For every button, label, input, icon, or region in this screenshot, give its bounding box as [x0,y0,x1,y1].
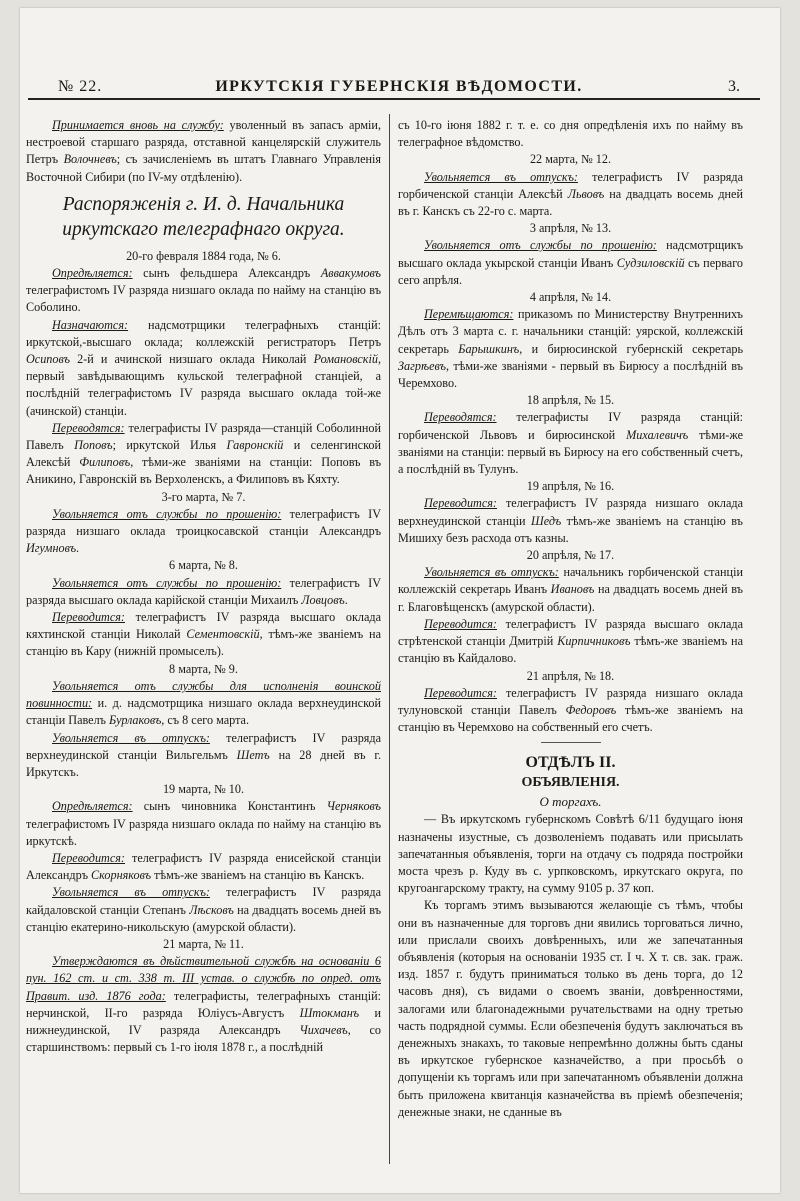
paragraph: Перемѣщаются: приказомъ по Министерству Внутреннихъ Дѣлъ отъ 3 марта с. г. начальники станцій: уярской, коллежскій секретарь Барышкинъ, и бирюсинской губернскій секретарь Загрѣевъ, тѣми-же званіями - первый въ Бирюсу а послѣдній въ Черемхово. [398,307,744,391]
order-date: 4 апрѣля, № 14. [529,290,612,305]
paragraph: Переводится: телеграфистъ IV разряда высшаго оклада стрѣтенской станціи Дмитрій Кирпичниковъ тѣмъ-же званіемъ на станцію въ Кайдалово. [398,616,743,666]
paragraph: съ 10-го іюня 1882 г. т. е. со дня опредѣленія ихъ по найму въ телеграфное вѣдомство. [398,118,743,150]
paragraph: Принимается вновь на службу: уволенный въ запасъ арміи, нестроевой старшаго разряда, отставной канцелярскій служитель Петръ Волочневъ; съ зачисленіемъ въ штатъ Главнаго Управленія Восточной Сибири (по IV-му отдѣленію). [26,118,382,184]
paragraph: Увольняется отъ службы по прошенію: телеграфистъ IV разряда низшаго оклада троицкосавской станціи Александръ Игумновъ. [26,506,382,556]
order-date: 19 марта, № 10. [162,782,245,797]
newspaper-title: ИРКУТСКІЯ ГУБЕРНСКІЯ ВѢДОМОСТИ. [215,78,583,95]
paragraph: Переводится: телеграфистъ IV разряда енисейской станціи Александръ Скорняковъ тѣмъ-же званіемъ на станцію въ Канскъ. [26,850,381,883]
paragraph: Увольняется отъ службы по прошенію: надсмотрщикъ высшаго оклада укырской станціи Иванъ Судзиловскій съ перваго сего апрѣля. [398,238,743,287]
auction-subheading: О торгахъ. [539,794,602,810]
paragraph: Опредѣляется: сынъ фельдшера Александръ Аввакумовъ телеграфистомъ IV разряда низшаго оклада по найму на станцію въ Соболино. [26,266,381,315]
paragraph: Увольняется отъ службы для исполненія воинской повинности: и. д. надсмотрщика низшаго оклада верхнеудинской станціи Павелъ Бурлаковъ, съ 8 сего марта. [26,678,381,728]
paragraph: Переводятся: телеграфисты IV разряда—станцій Соболинной Павелъ Поповъ; иркутской Илья Гавронскій и селенгинской Алексѣй Филиповъ, тѣми-же званіями на станціи: Поповъ въ Аникино, Гавронскій въ Верхоленскъ, а Филиповъ въ Кяхту. [26,420,381,487]
order-date: 21 апрѣля, № 18. [526,668,615,683]
paragraph: Увольняется отъ службы по прошенію: телеграфистъ IV разряда высшаго оклада карійской станціи Михаилъ Ловцовъ. [26,575,382,607]
section-divider [541,742,601,743]
order-date: 19 апрѣля, № 16. [526,479,615,494]
order-date: 3-го марта, № 7. [161,489,246,504]
order-date: 6 марта, № 8. [169,558,238,573]
paragraph: Переводится: телеграфистъ IV разряда высшаго оклада кяхтинской станціи Николай Сементовскій, тѣмъ-же званіемъ на станцію въ Кару (нижній промыселъ). [26,610,381,659]
order-date: 20 апрѣля, № 17. [526,548,615,563]
paragraph: Увольняется въ отпускъ: телеграфистъ IV разряда верхнеудинской станціи Вильгельмъ Шетъ на 28 дней въ г. Иркутскъ. [26,730,382,779]
issue-number: № 22. [58,78,103,95]
order-date: 21 марта, № 11. [163,936,244,951]
paragraph: Утверждаются въ дѣйствительной службѣ на основаніи 6 пун. 162 ст. и ст. 338 т. III устав. о службѣ по опред. отъ Правит. изд. 1876 года: телеграфисты, телеграфныхъ станцій: нерчинской, II-го разряда Юліусъ-Августъ Штокманъ и нижнеудинской, IV разряда Александръ Чихачевъ, со старшинствомъ: первый съ 1-го іюля 1878 г., а послѣдній [26,954,381,1055]
paragraph: Опредѣляется: сынъ чиновника Константинъ Черняковъ телеграфистомъ IV разряда низшаго оклада по найму на станцію въ иркутскѣ. [26,799,381,848]
paragraph: Переводится: телеграфистъ IV разряда низшаго оклада верхнеудинской станціи Шедъ тѣмъ-же званіемъ на станцію въ Мишиху безъ расхода отъ казны. [398,496,743,545]
order-date: 20-го февраля 1884 года, № 6. [126,248,281,263]
paragraph: Увольняется въ отпускъ: телеграфистъ IV разряда кайдаловской станціи Степанъ Лѣсковъ на двадцать восемь дней въ станцію екатерино-никольскую (амурской области). [26,885,382,934]
department-heading: ОТДѢЛЪ II. [525,754,616,772]
column-divider [389,114,390,1164]
order-date: 8 марта, № 9. [169,661,238,676]
paragraph: Переводится: телеграфистъ IV разряда низшаго оклада тулуновской станціи Павелъ Федоровъ тѣмъ-же званіемъ на станцію въ Черемхово на собственный его счетъ. [398,685,743,735]
order-date: 3 апрѣля, № 13. [529,221,612,236]
left-column [26,117,381,1056]
paragraph: Къ торгамъ этимъ вызываются желающіе съ тѣмъ, чтобы они въ назначенные для торговъ дни явились торговаться лично, или прислали своихъ довѣренныхъ, или же запечатанныя объявленія (которыя на основаніи 1935 ст. I ч. X т. св. зак. граж. изд. 1857 г. будутъ приниматься только въ день торга, до 12 часовъ дня), съ видами о своемъ званіи, довѣренностями, залогами или благонадежными ручательствами на одну третью часть подрядной суммы. Если обезпеченія будутъ заключаться въ денежныхъ знакахъ, то таковые непремѣнно должны быть сданы въ иркутское губернское казначейство, а при просьбѣ о допущеніи къ торгамъ или при запечатанномъ объявленіи должна быть приложена квитанція казначейства въ пріемѣ обезпеченія; денежные знаки, не сданные въ [398,898,743,1119]
right-column [398,117,743,1121]
paragraph: — Въ иркутскомъ губернскомъ Совѣтѣ 6/11 будущаго іюня назначены изустные, съ дозволеніемъ подавать или присылать запечатанныя объявленія, торги на отдачу съ подряда постройки моста чрезъ р. Куду въ с. урпковскомъ, иркутскаго округа, по кругоангарскому тракту, на сумму 9105 р. 37 коп. [398,812,743,896]
header-rule [28,98,760,100]
paragraph: Переводятся: телеграфисты IV разряда станцій: горбиченской Львовъ и бирюсинской Михалевичъ тѣми-же званіями на станціи: первый въ Бирюсу на его собственный счетъ, а послѣдній въ Тулунъ. [398,410,744,477]
section-heading: Распоряженія г. И. д. Начальника иркутскаго телеграфнаго округа. [62,193,345,240]
page-number: 3. [728,78,740,95]
order-date: 18 апрѣля, № 15. [526,393,615,408]
paragraph: Увольняется въ отпускъ: телеграфистъ IV разряда горбиченской станціи Алексѣй Львовъ на двадцать восемь дней въ г. Канскъ съ 22-го с. марта. [398,169,744,219]
announcements-heading: ОБЪЯВЛЕНІЯ. [521,775,620,791]
paragraph: Назначаются: надсмотрщики телеграфныхъ станцій: иркутской,-высшаго оклада; коллежскій регистраторъ Петръ Осиповъ 2-й и ачинской низшаго оклада Николай Романовскій, первый завѣдывающимъ кульской телеграфной станціей, а послѣдній телеграфистомъ IV разряда высшаго оклада той-же (ачинской) станціи. [26,317,381,418]
paragraph: Увольняется въ отпускъ: начальникъ горбиченской станціи коллежскій секретарь Иванъ Ивановъ на двадцать восемь дней въ г. Благовѣщенскъ (амурской области). [398,565,743,614]
order-date: 22 марта, № 12. [529,152,612,167]
